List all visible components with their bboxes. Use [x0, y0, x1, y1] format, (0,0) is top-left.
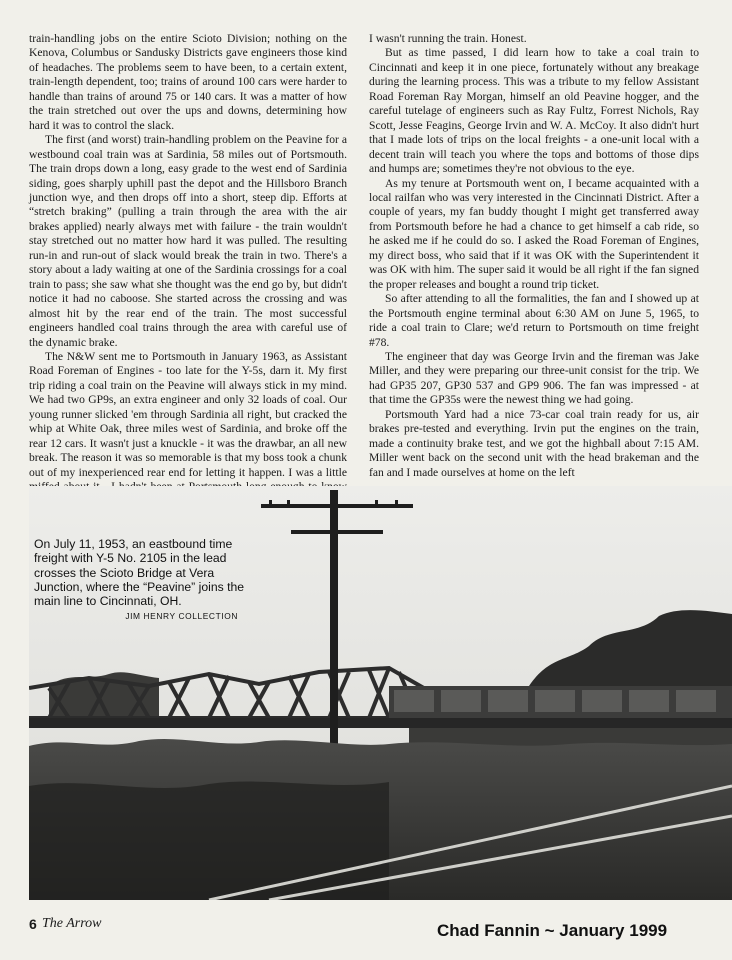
- photo-credit: JIM HENRY COLLECTION: [125, 611, 238, 622]
- article-paragraph: Portsmouth Yard had a nice 73-car coal train ready for us, air brakes pre-tested and everything. Irvin put the engines on the train, made a continuity brake test, and we got the highball about 7:15 AM. Miller went back on the second unit with the head brakeman and the fan and I made ourselves at home on the left: [369, 407, 699, 479]
- freight-train: [389, 686, 732, 718]
- article-right-column: [369, 32, 699, 480]
- article-paragraph: train-handling jobs on the entire Scioto Division; nothing on the Kenova, Columbus or Sandusky Districts gave engineers those kind of headaches. The problems seem to have been, to a certain extent, train-length dependent, too; trains of around 100 cars were harder to handle than trains of around 75 or 140 cars. It was a matter of how the train stretched out over the ups and downs, determining how hard it was to control the slack.: [29, 32, 347, 132]
- article-paragraph: The N&W sent me to Portsmouth in January 1963, as Assistant Road Foreman of Engines - too late for the Y-5s, darn it. My first trip riding a coal train on the Peavine will always stick in my mind. We had two GP9s, an extra engineer and only 32 loads of coal. Our young runner slicked 'em through Sardinia all right, but cracked the whip at White Oak, three miles west of Sardinia, and broke off the rear 12 cars. It wasn't just a knuckle - it was the drawbar, an all new break. The reason it was so memorable is that my boss took a chunk out of my inexperienced rear end for letting it happen. I was a little: [29, 349, 347, 479]
- article-paragraph: The engineer that day was George Irvin and the fireman was Jake Miller, and they were preparing our three-unit consist for the trip. We had GP35 207, GP30 537 and GP9 906. The fan was impressed - at that time the GP35s were the newest thing we had going.: [369, 349, 699, 407]
- article-paragraph: So after attending to all the formalities, the fan and I showed up at the Portsmouth engine terminal about 6:30 AM on June 5, 1965, to ride a coal train to Clare; we'd return to Portsmouth on time freight #78.: [369, 292, 699, 349]
- caption-text: On July 11, 1953, an eastbound time freight with Y-5 No. 2105 in the lead crosses the Scioto Bridge at Vera Junction, where the “Peavine” joins the main line to Cincinnati, OH.: [34, 537, 245, 609]
- article-paragraph: I wasn't running the train. Honest.: [369, 32, 527, 45]
- publication-name: The Arrow: [42, 916, 102, 931]
- article-paragraph: The first (and worst) train-handling problem on the Peavine for a westbound coal train was at Sardinia, 58 miles out of Portsmouth. The train drops down a long, easy grade to the west end of Sardinia siding, goes sharply uphill past the depot and the Hillsboro Branch junction wye, and then drops off into a short, steep dip. Efforts at “stretch braking” (pulling a train through the area with the air brakes applied) nearly always met with failure - the train wouldn't stay stretched out no matter how hard it was pulled. The resulting run-in and run-out of slack would break the train in two. There's a story about a lady waiting at one of the Sardinia crossings for a coal train to pass; she saw what she thought was the end go by, but didn't notice it had no caboose. She started across the crossing and was almost hit by the rear end of the train. The most successful engineers handled coal trains through the area with careful use of the dynamic brake.: [29, 133, 347, 349]
- author-watermark: Chad Fannin ~ January 1999: [437, 921, 668, 940]
- page-number: 6: [29, 916, 37, 932]
- article-paragraph: But as time passed, I did learn how to take a coal train to Cincinnati and keep it in one piece, fortunately without any breakage during the learning process. This was a tribute to my fellow Assistant Road Foreman Ray Morgan, himself an old Peavine hogger, and the careful tutelage of engineers such as Ray Fultz, Forrest Nichols, Ray Scott, Jesse Feagins, George Irvin and W. A. McCoy. It also didn't hurt that I made lots of trips on the local freights - a one-unit local with a decent train will teach you where the tops and bottoms of those dips and humps are; sometimes they're not obvious to the eye.: [369, 46, 699, 176]
- article-paragraph: As my tenure at Portsmouth went on, I became acquainted with a local railfan who was very interested in the Cincinnati District. After a couple of years, my fan buddy thought I might get transferred away from Portsmouth before he had a chance to get himself a cab ride, so he asked me if he could do so. I asked the Road Foreman of Engines, my direct boss, who said that if it was OK with the Superintendent it was OK with him. The super said it would be all right if the fan signed the proper releases and bought a round trip ticket.: [369, 176, 699, 291]
- article-left-column: [29, 32, 347, 523]
- bridge-deck: [29, 718, 732, 728]
- photo-caption: [34, 537, 260, 624]
